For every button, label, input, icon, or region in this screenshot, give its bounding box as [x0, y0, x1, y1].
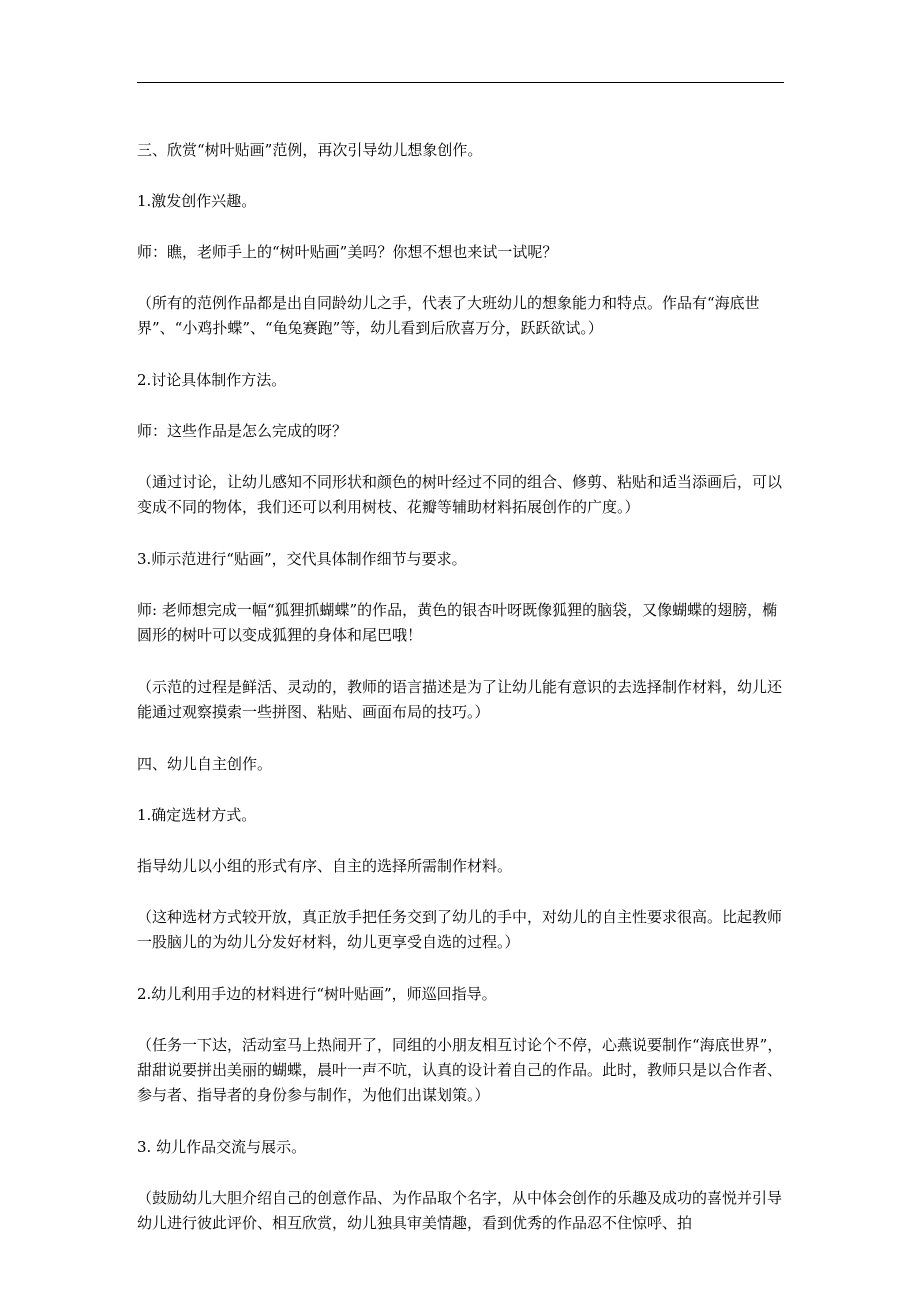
step-heading: 1.激发创作兴趣。 [137, 192, 257, 210]
commentary-paragraph: （通过讨论，让幼儿感知不同形状和颜色的树叶经过不同的组合、修剪、粘贴和适当添画后，可以变成不同的物体，我们还可以利用树枝、花瓣等辅助材料拓展创作的广度。） [137, 473, 783, 516]
header-rule [137, 82, 784, 83]
teacher-dialogue: 师：瞧，老师手上的“树叶贴画”美吗？你想不想也来试一试呢？ [137, 243, 558, 261]
commentary-paragraph: （这种选材方式较开放，真正放手把任务交到了幼儿的手中，对幼儿的自主性要求很高。比起教师一股脑儿的为幼儿分发好材料，幼儿更享受自选的过程。） [137, 908, 783, 951]
step-heading: 2.讨论具体制作方法。 [137, 371, 287, 389]
section-heading: 三、欣赏“树叶贴画”范例，再次引导幼儿想象创作。 [137, 141, 483, 159]
commentary-paragraph: （示范的过程是鲜活、灵动的，教师的语言描述是为了让幼儿能有意识的去选择制作材料，幼儿还能通过观察摸索一些拼图、粘贴、画面布局的技巧。） [137, 678, 783, 721]
step-heading: 3.师示范进行“贴画”，交代具体制作细节与要求。 [137, 550, 467, 568]
document-body [137, 138, 787, 1236]
step-heading: 1.确定选材方式。 [137, 806, 257, 824]
instruction-paragraph: 指导幼儿以小组的形式有序、自主的选择所需制作材料。 [137, 857, 513, 875]
section-heading: 四、幼儿自主创作。 [137, 755, 273, 773]
commentary-paragraph: （鼓励幼儿大胆介绍自己的创意作品、为作品取个名字，从中体会创作的乐趣及成功的喜悦并引导幼儿进行彼此评价、相互欣赏，幼儿独具审美情趣，看到优秀的作品忍不住惊呼、拍 [137, 1189, 783, 1232]
commentary-paragraph: （任务一下达，活动室马上热闹开了，同组的小朋友相互讨论个不停，心燕说要制作“海底世界”，甜甜说要拼出美丽的蝴蝶，晨叶一声不吭，认真的设计着自己的作品。此时，教师只是以合作者、参与者、指导者的身份参与制作，为他们出谋划策。） [137, 1036, 783, 1104]
teacher-dialogue: 师: 老师想完成一幅“狐狸抓蝴蝶”的作品，黄色的银杏叶呀既像狐狸的脑袋，又像蝴蝶的翅膀，椭圆形的树叶可以变成狐狸的身体和尾巴哦！ [137, 601, 778, 644]
commentary-paragraph: （所有的范例作品都是出自同龄幼儿之手，代表了大班幼儿的想象能力和特点。作品有“海底世界”、“小鸡扑蝶”、“龟兔赛跑”等，幼儿看到后欣喜万分，跃跃欲试。） [137, 294, 760, 337]
step-heading: 3. 幼儿作品交流与展示。 [137, 1138, 307, 1156]
step-heading: 2.幼儿利用手边的材料进行“树叶贴画”，师巡回指导。 [137, 985, 497, 1003]
teacher-dialogue: 师：这些作品是怎么完成的呀？ [137, 422, 348, 440]
